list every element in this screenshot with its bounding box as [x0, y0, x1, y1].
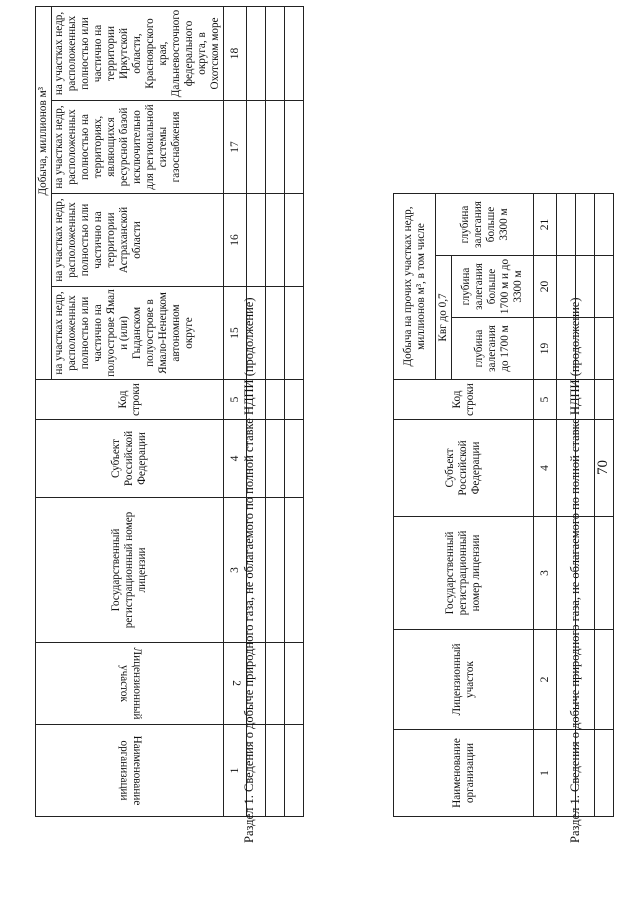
production-table-2 [393, 193, 614, 817]
colnum2-3: 3 [534, 517, 557, 630]
colnum2-2: 2 [534, 630, 557, 730]
header-kvg: Квг до 0,7 [436, 256, 452, 380]
production-table-1 [35, 6, 304, 817]
colnum-15: 15 [224, 287, 247, 380]
colnum2-1: 1 [534, 730, 557, 817]
header-col-21: глубина залегания больше 3300 м [436, 194, 534, 256]
header-site-2: Лицензионный участок [394, 630, 534, 730]
colnum-2-text: 2 [229, 680, 242, 687]
table-row [557, 194, 576, 817]
header-org-2: Наименование организации [394, 730, 534, 817]
colnum2-21: 21 [534, 194, 557, 256]
colnum-5: 5 [224, 380, 247, 420]
header-col-15: на участках недр, расположенных полностью или частично на полуострове Ямал и (или) Гыданском полуострове в Ямало-Ненецком автономном округе [52, 287, 224, 380]
header-col-19: глубина залегания до 1700 м [452, 318, 534, 380]
colnum2-20: 20 [534, 256, 557, 318]
header-reg-number: Государственный регистрационный номер лицензии [36, 498, 224, 643]
header-col-20: глубина залегания больше 1700 м и до 3300 м [452, 256, 534, 318]
section-1-title: Раздел 1. Сведения о добыче природного газа, не облагаемого по полной ставке НДПИ (продолжение) [568, 297, 582, 843]
table-row [576, 194, 595, 817]
page-number: 70 [595, 460, 611, 475]
colnum-17: 17 [224, 101, 247, 194]
header-site [36, 643, 224, 725]
table-row [266, 6, 285, 816]
colnum-16: 16 [224, 194, 247, 287]
header-row-code: Код строки [36, 380, 224, 420]
colnum-1: 1 [224, 725, 247, 817]
colnum2-5: 5 [534, 380, 557, 420]
header-reg-number-2: Государственный регистрационный номер лицензии [394, 517, 534, 630]
header-org-text: Наименование организации [117, 735, 143, 806]
colnum-3: 3 [224, 498, 247, 643]
header-org [36, 725, 224, 817]
header-group-production: Добыча, миллионов м³ [36, 6, 52, 379]
table-row [285, 6, 304, 816]
header-col-17: на участках недр, расположенных полностью на территориях, являющихся ресурсной базой исключительно для региональной системы газоснабжения [52, 101, 224, 194]
header-group-other: Добыча на прочих участках недр, миллионов м³, в том числе [394, 194, 436, 380]
header-col-18: на участках недр, расположенных полностью или частично на территории Иркутской области, Красноярского края, Дальневосточного федерального округа, в Охотском море [52, 6, 224, 100]
colnum-18: 18 [224, 6, 247, 100]
header-subject-2: Субъект Российской Федерации [394, 420, 534, 517]
header-row-code-2: Код строки [394, 380, 534, 420]
colnum2-19: 19 [534, 318, 557, 380]
header-col-16: на участках недр, расположенных полностью или частично на территории Астраханской области [52, 194, 224, 287]
section-2-title: Раздел 1. Сведения о добыче природного газа, не облагаемого по полной ставке НДПИ (продолжение) [242, 297, 256, 843]
colnum2-4: 4 [534, 420, 557, 517]
colnum-4: 4 [224, 420, 247, 498]
header-site-text: Лицензионный участок [117, 647, 143, 720]
table-row [595, 194, 614, 817]
header-subject: Субъект Российской Федерации [36, 420, 224, 498]
